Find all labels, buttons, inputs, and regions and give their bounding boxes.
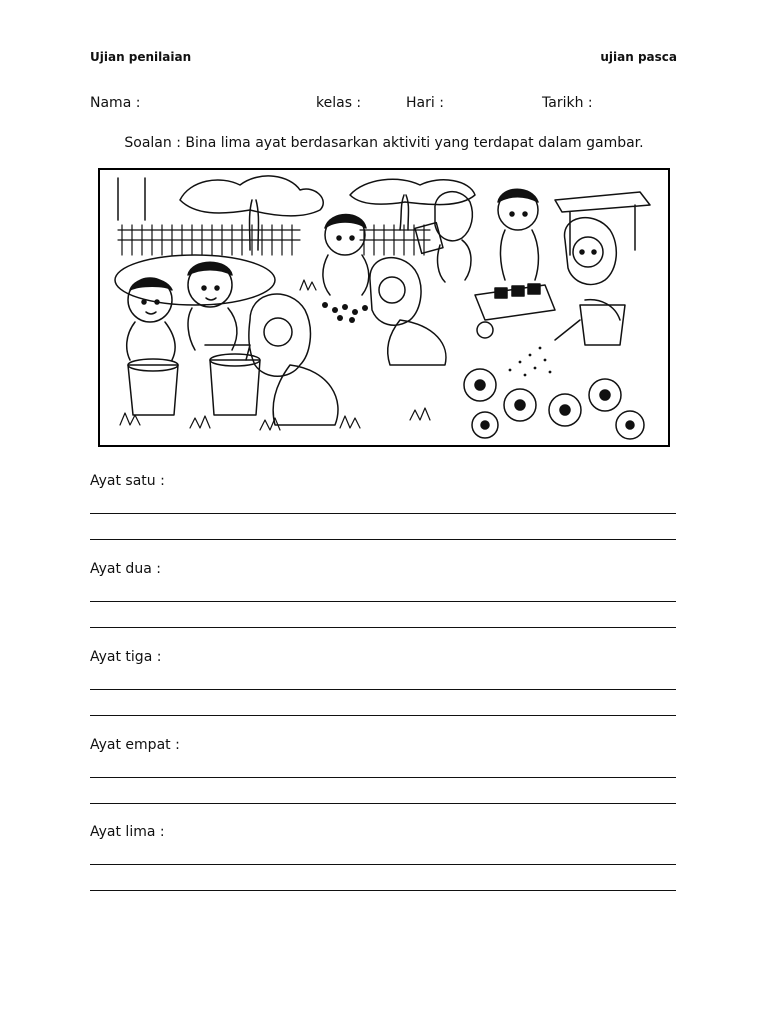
- answer-line[interactable]: [90, 601, 676, 602]
- answer-label: Ayat tiga :: [90, 649, 162, 665]
- boy-middle-left: [188, 262, 237, 350]
- question-text: Soalan : Bina lima ayat berdasarkan aktiviti yang terdapat dalam gambar.: [124, 135, 644, 151]
- answer-line[interactable]: [90, 627, 676, 628]
- girl-center: [370, 258, 446, 365]
- wheelbarrow: [475, 284, 555, 338]
- grass: [120, 280, 430, 430]
- answer-block-1: [90, 473, 676, 540]
- answer-line[interactable]: [90, 513, 676, 514]
- tree-right: [350, 179, 475, 230]
- date-field-label: Tarikh :: [542, 95, 593, 111]
- boy-center: [323, 215, 369, 296]
- answer-line[interactable]: [90, 539, 676, 540]
- water-drops: [509, 347, 552, 377]
- answer-line[interactable]: [90, 715, 676, 716]
- answer-label: Ayat satu :: [90, 473, 165, 489]
- answer-block-5: [90, 824, 676, 891]
- exam-type-label: Ujian penilaian: [90, 50, 192, 64]
- seeds: [322, 302, 368, 323]
- gardening-children-illustration: [98, 168, 670, 447]
- answer-block-3: [90, 649, 676, 716]
- class-field-label: kelas :: [316, 95, 362, 111]
- day-field-label: Hari :: [406, 95, 444, 111]
- boy-wheelbarrow: [498, 189, 538, 280]
- answer-line[interactable]: [90, 689, 676, 690]
- answer-block-2: [90, 561, 676, 628]
- girl-kneeling: [249, 294, 338, 425]
- answer-label: Ayat empat :: [90, 737, 180, 753]
- boy-left: [127, 278, 175, 360]
- answer-label: Ayat dua :: [90, 561, 161, 577]
- flowers: [464, 369, 644, 439]
- answer-line[interactable]: [90, 864, 676, 865]
- answer-line[interactable]: [90, 803, 676, 804]
- fence: [118, 225, 430, 255]
- answer-label: Ayat lima :: [90, 824, 165, 840]
- answer-line[interactable]: [90, 777, 676, 778]
- answer-line[interactable]: [90, 890, 676, 891]
- girl-watering: [555, 218, 625, 345]
- name-field-label: Nama :: [90, 95, 141, 111]
- answer-block-4: [90, 737, 676, 804]
- exam-phase-label: ujian pasca: [600, 50, 677, 64]
